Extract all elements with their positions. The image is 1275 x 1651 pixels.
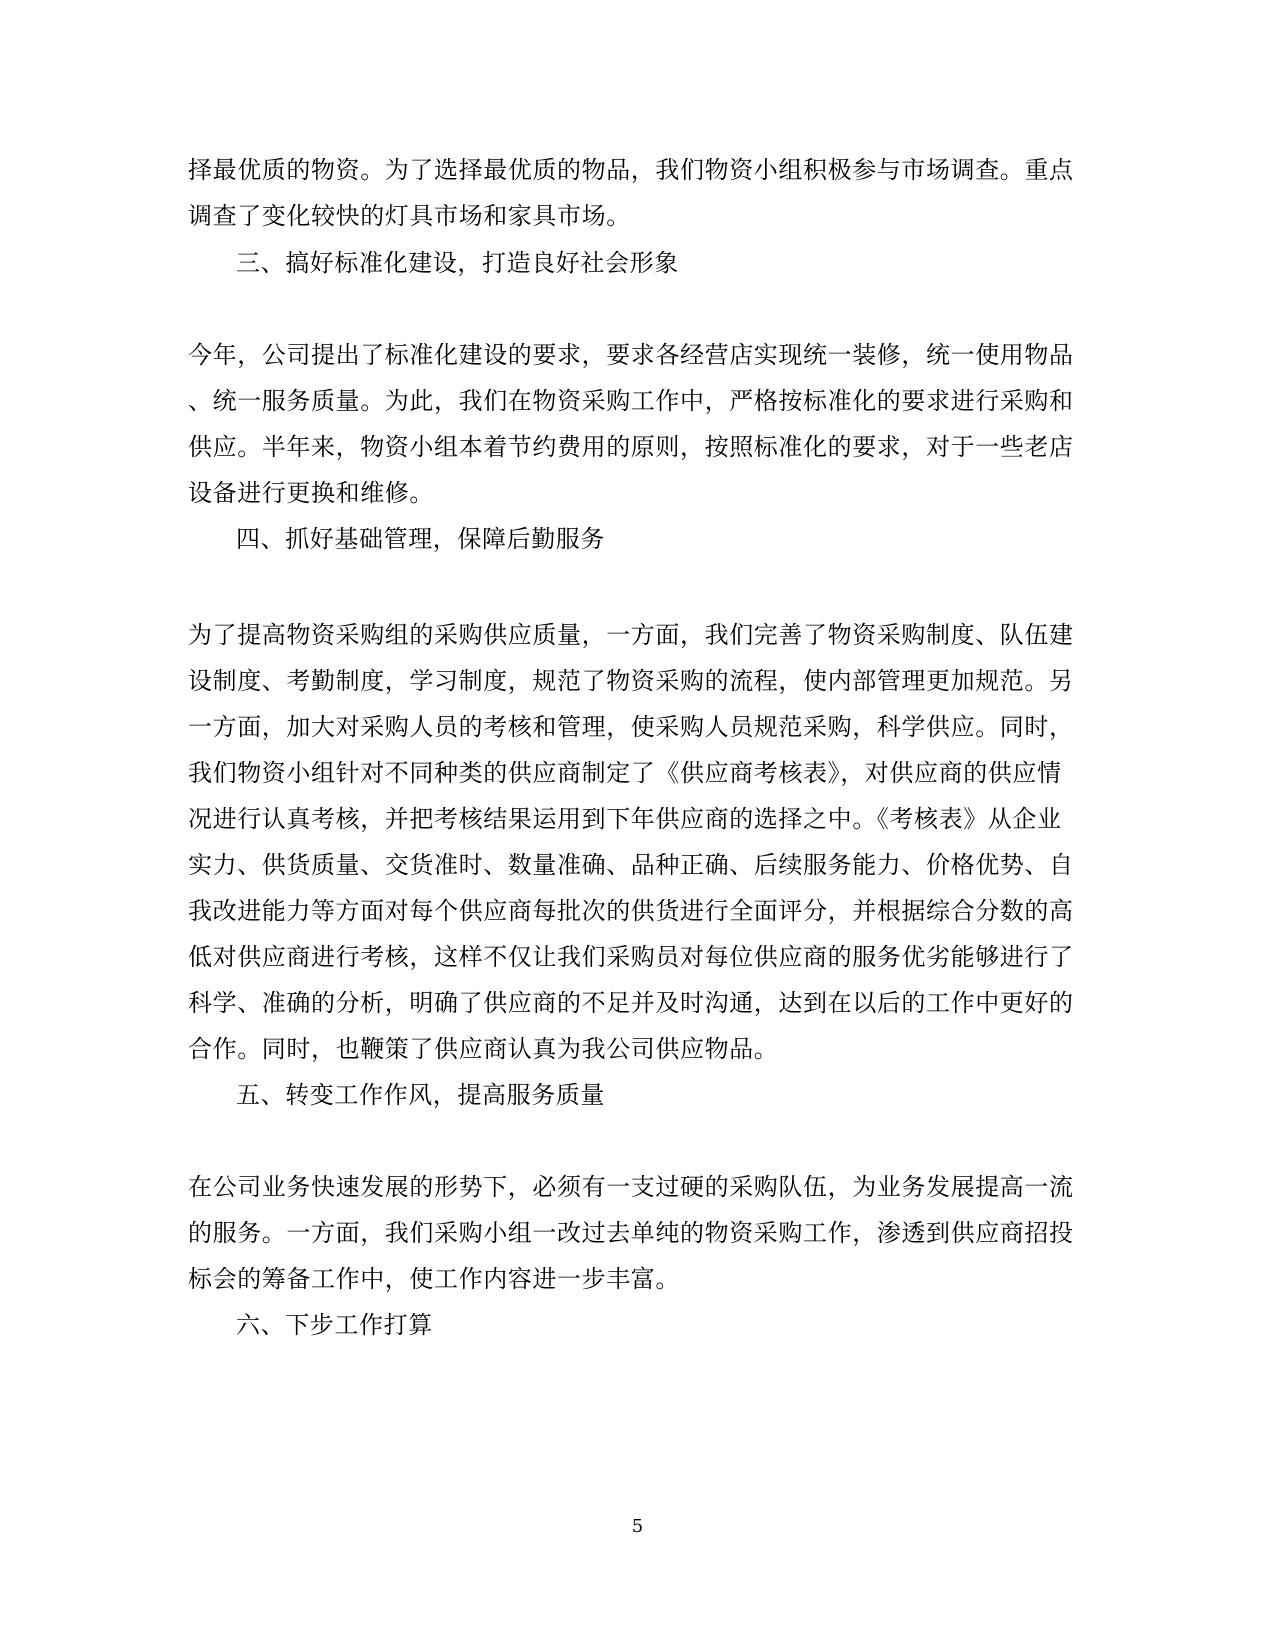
body-line: 调查了变化较快的灯具市场和家具市场。 [188, 202, 631, 230]
body-line: 我改进能力等方面对每个供应商每批次的供货进行全面评分，并根据综合分数的高 [188, 897, 1074, 925]
body-line: 合作。同时，也鞭策了供应商认真为我公司供应物品。 [188, 1035, 779, 1063]
body-line: 择最优质的物资。为了选择最优质的物品，我们物资小组积极参与市场调查。重点 [188, 156, 1074, 184]
body-line: 为了提高物资采购组的采购供应质量，一方面，我们完善了物资采购制度、队伍建 [188, 621, 1074, 649]
section-heading-3: 三、搞好标准化建设，打造良好社会形象 [236, 249, 679, 277]
body-line: 低对供应商进行考核，这样不仅让我们采购员对每位供应商的服务优劣能够进行了 [188, 943, 1074, 971]
section-heading-6: 六、下步工作打算 [236, 1311, 433, 1339]
body-line: 实力、供货质量、交货准时、数量准确、品种正确、后续服务能力、价格优势、自 [188, 851, 1074, 879]
body-line: 在公司业务快速发展的形势下，必须有一支过硬的采购队伍，为业务发展提高一流 [188, 1173, 1074, 1201]
body-line: 的服务。一方面，我们采购小组一改过去单纯的物资采购工作，渗透到供应商招投 [188, 1219, 1074, 1247]
body-line: 设制度、考勤制度，学习制度，规范了物资采购的流程，使内部管理更加规范。另 [188, 667, 1074, 695]
body-line: 标会的筹备工作中，使工作内容进一步丰富。 [188, 1265, 680, 1293]
body-line: 我们物资小组针对不同种类的供应商制定了《供应商考核表》，对供应商的供应情 [188, 759, 1062, 787]
section-heading-5: 五、转变工作作风，提高服务质量 [236, 1081, 605, 1109]
body-line: 供应。半年来，物资小组本着节约费用的原则，按照标准化的要求，对于一些老店 [188, 433, 1074, 461]
body-line: 科学、准确的分析，明确了供应商的不足并及时沟通，达到在以后的工作中更好的 [188, 989, 1074, 1017]
body-line: 、统一服务质量。为此，我们在物资采购工作中，严格按标准化的要求进行采购和 [188, 387, 1074, 415]
page-number: 5 [631, 1516, 644, 1537]
body-line: 况进行认真考核，并把考核结果运用到下年供应商的选择之中。《考核表》从企业 [188, 805, 1062, 833]
body-line: 设备进行更换和维修。 [188, 479, 434, 507]
body-line: 今年，公司提出了标准化建设的要求，要求各经营店实现统一装修，统一使用物品 [188, 341, 1074, 369]
section-heading-4: 四、抓好基础管理，保障后勤服务 [236, 525, 605, 553]
body-line: 一方面，加大对采购人员的考核和管理，使采购人员规范采购，科学供应。同时， [188, 713, 1074, 741]
